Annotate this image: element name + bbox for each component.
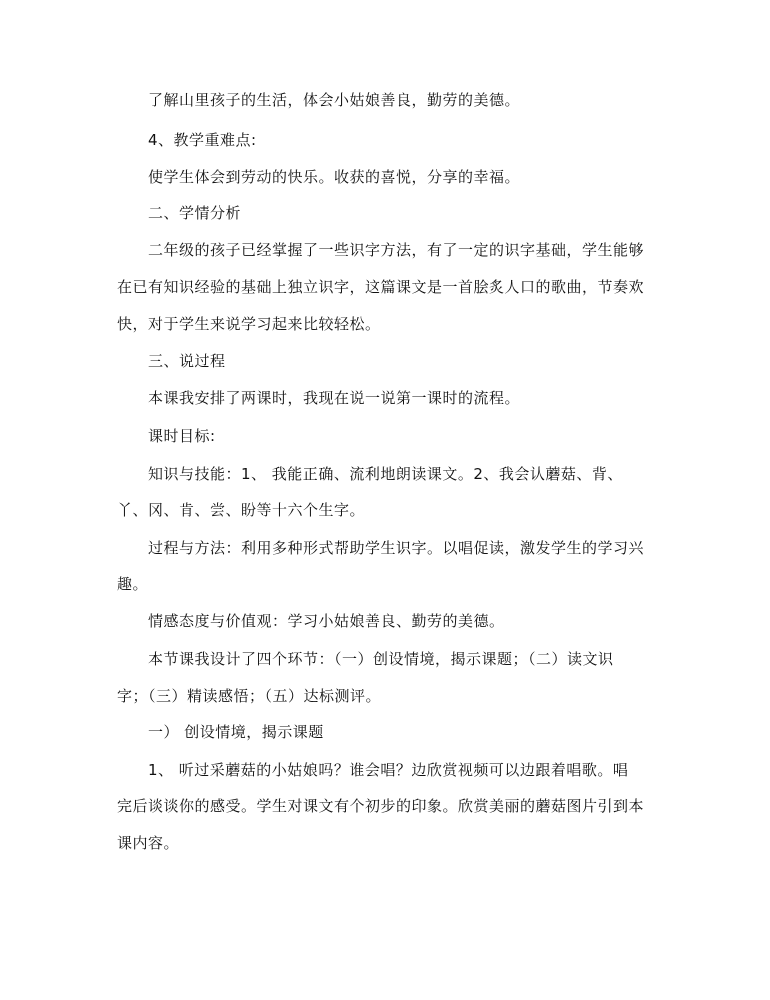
section-heading: 二、学情分析: [148, 204, 242, 222]
paragraph-line: 快，对于学生来说学习起来比较轻松。: [117, 315, 381, 333]
section-heading: 三、说过程: [148, 352, 226, 370]
paragraph-line: 丫、冈、肯、尝、盼等十六个生字。: [117, 501, 366, 519]
body-text-line: 情感态度与价值观：学习小姑娘善良、勤劳的美德。: [148, 612, 505, 630]
paragraph-line: 1、 听过采蘑菇的小姑娘吗？谁会唱？边欣赏视频可以边跟着唱歌。唱: [148, 761, 629, 779]
paragraph-line: 二年级的孩子已经掌握了一些识字方法，有了一定的识字基础，学生能够: [148, 241, 645, 259]
step-heading: 一） 创设情境，揭示课题: [148, 723, 324, 741]
paragraph-line: 完后谈谈你的感受。学生对课文有个初步的印象。欣赏美丽的蘑菇图片引到本: [117, 797, 645, 815]
paragraph-line: 知识与技能：1、 我能正确、流利地朗读课文。2、我会认蘑菇、背、: [148, 465, 623, 483]
paragraph-line: 在已有知识经验的基础上独立识字，这篇课文是一首脍炙人口的歌曲，节奏欢: [117, 278, 645, 296]
paragraph-line: 字；（三）精读感悟；（五）达标测评。: [117, 687, 382, 705]
paragraph-line: 本节课我设计了四个环节：（一）创设情境，揭示课题；（二）读文识: [148, 650, 614, 668]
body-text-line: 本课我安排了两课时，我现在说一说第一课时的流程。: [148, 389, 521, 407]
paragraph-line: 过程与方法：利用多种形式帮助学生识字。以唱促读，激发学生的学习兴: [148, 539, 645, 557]
body-text-line: 了解山里孩子的生活，体会小姑娘善良，勤劳的美德。: [148, 91, 521, 109]
subheading-label: 课时目标:: [148, 427, 216, 445]
body-text-line: 使学生体会到劳动的快乐。收获的喜悦，分享的幸福。: [148, 168, 521, 186]
section-subheading: 4、教学重难点:: [148, 131, 257, 149]
paragraph-line: 课内容。: [117, 834, 180, 852]
paragraph-line: 趣。: [117, 575, 149, 593]
